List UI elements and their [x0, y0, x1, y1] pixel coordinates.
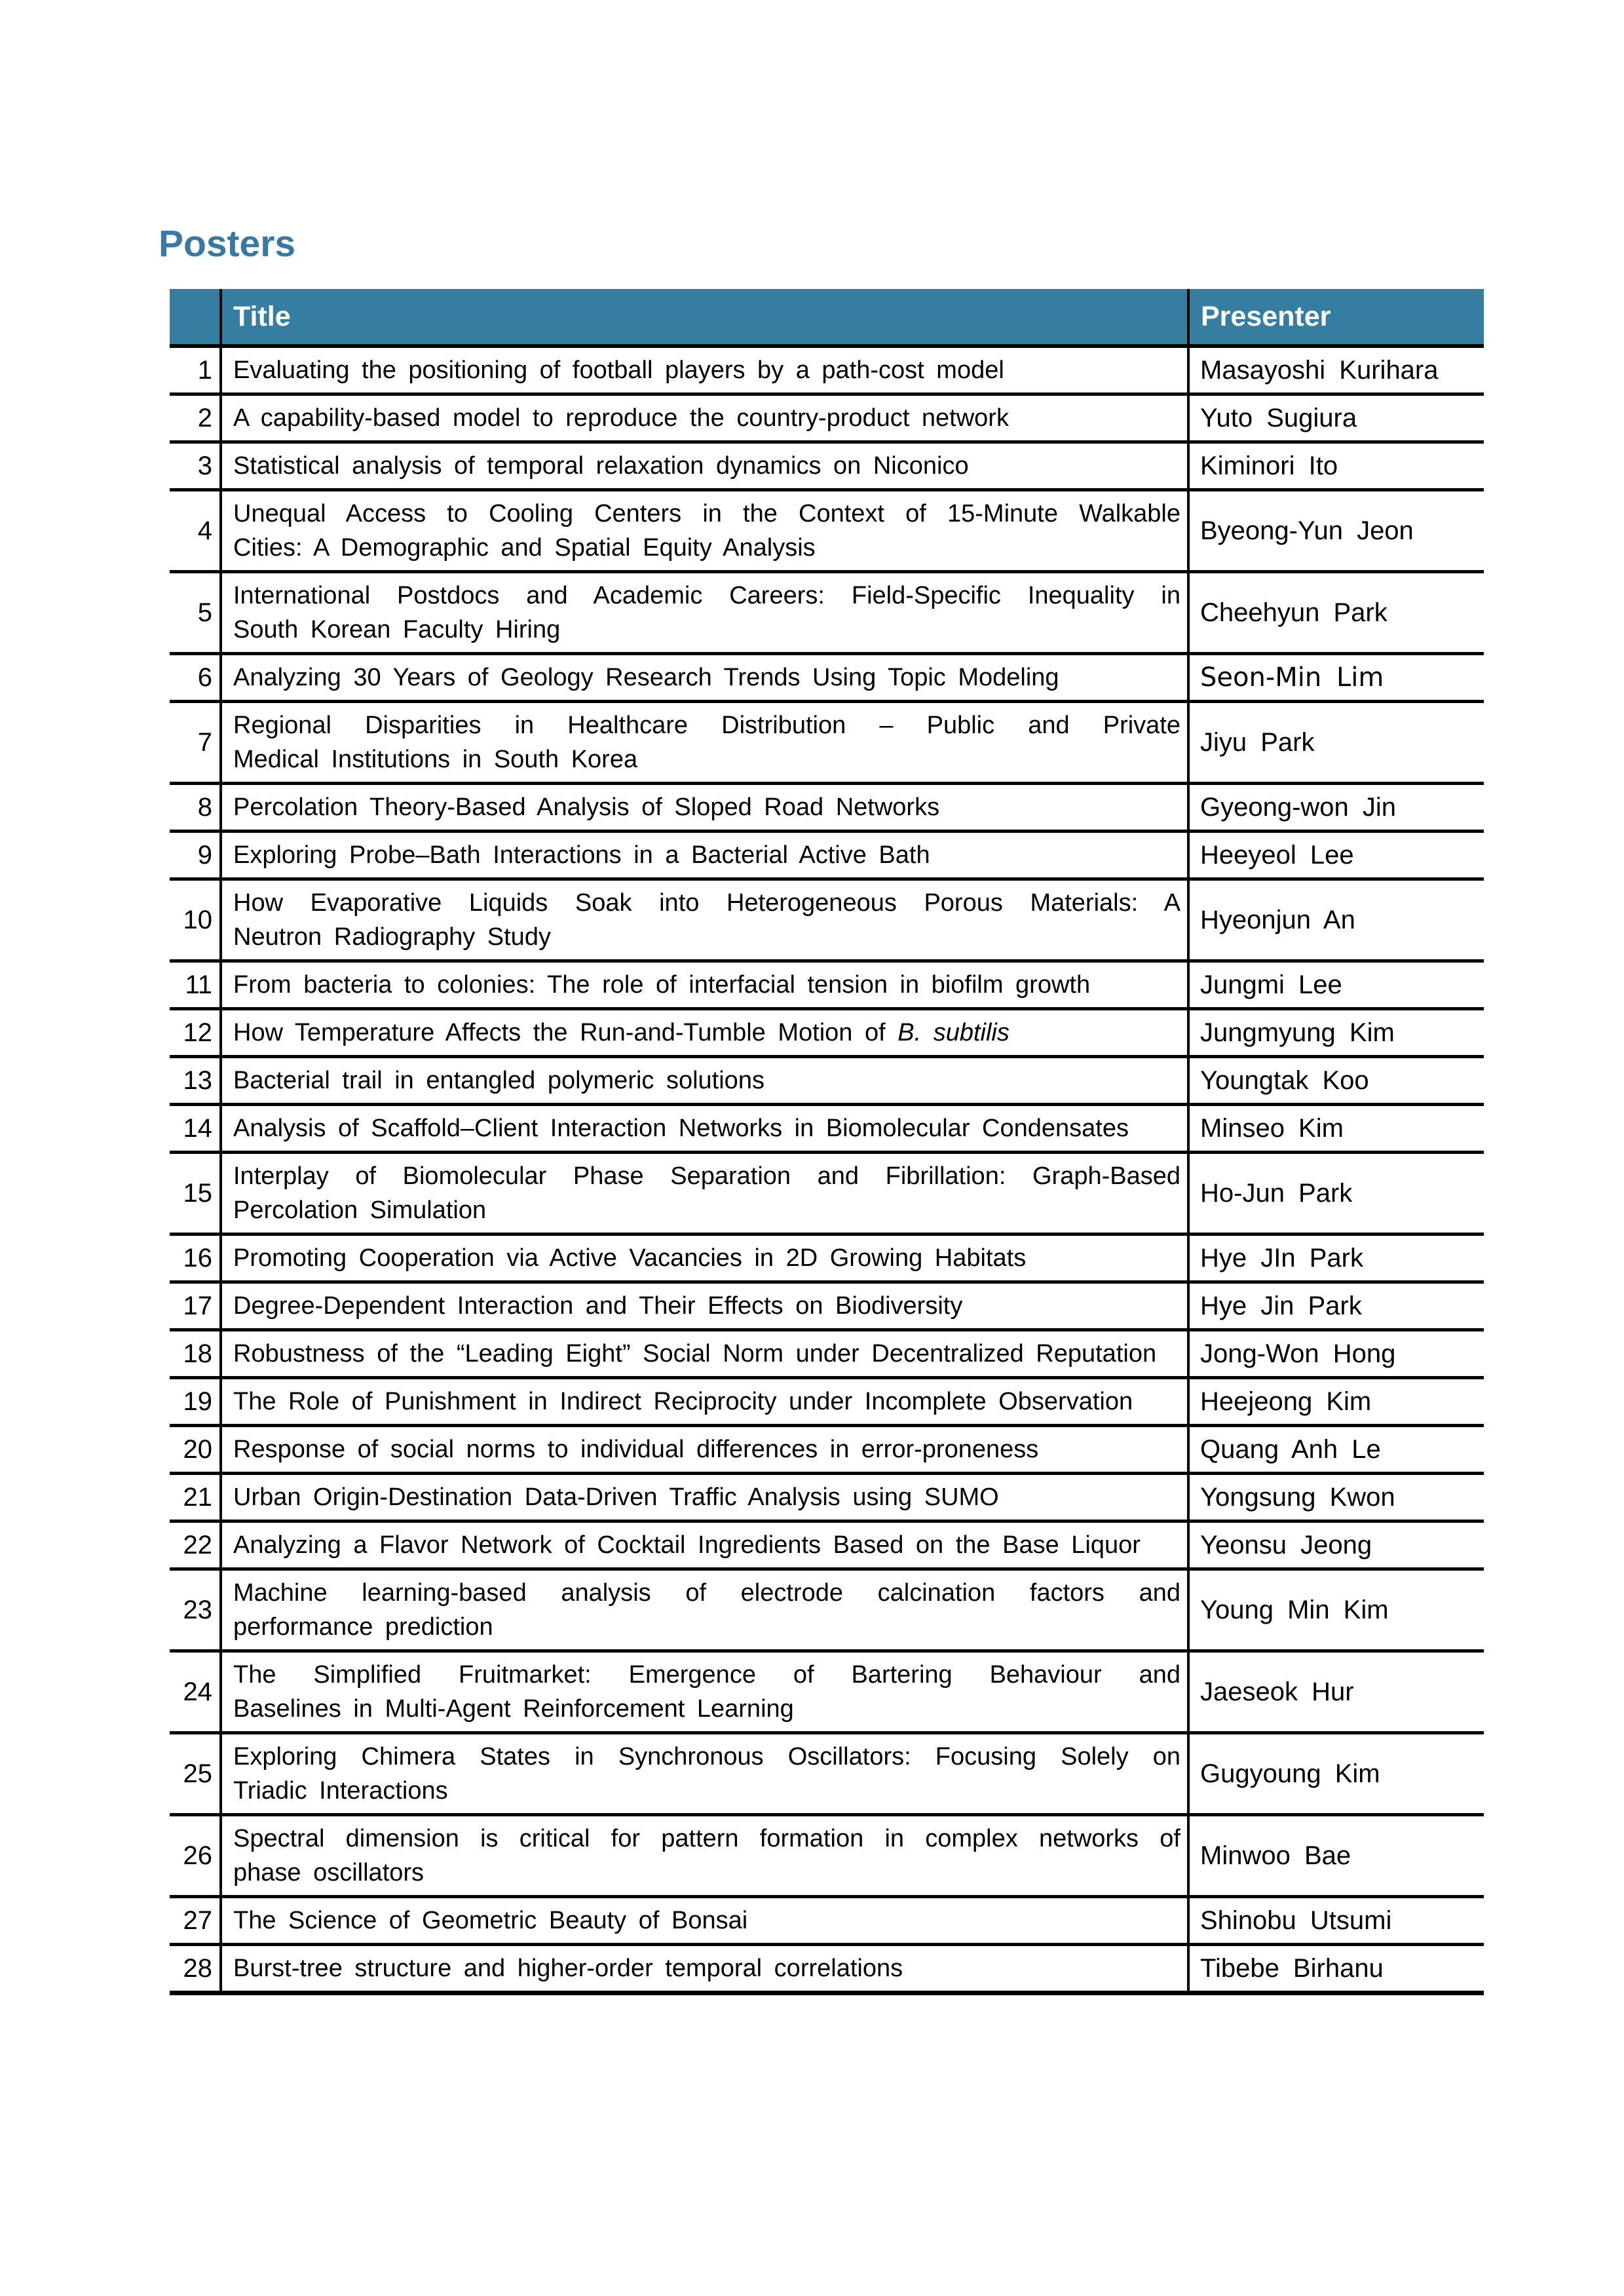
poster-number: 13 [170, 1057, 221, 1105]
poster-title [221, 346, 1188, 394]
table-row [170, 1651, 1484, 1733]
table-row [170, 832, 1484, 879]
poster-title-line: Bacterial trail in entangled polymeric solutions [233, 1067, 765, 1094]
poster-presenter: Masayoshi Kurihara [1188, 346, 1484, 394]
poster-number: 26 [170, 1815, 221, 1897]
col-header-number [170, 289, 221, 346]
col-header-title: Title [221, 289, 1188, 346]
poster-title-line: performance prediction [233, 1613, 493, 1641]
poster-number: 4 [170, 490, 221, 572]
table-row [170, 1733, 1484, 1815]
table-row [170, 1945, 1484, 1993]
poster-presenter: Jong-Won Hong [1188, 1330, 1484, 1378]
poster-number: 1 [170, 346, 221, 394]
poster-presenter: Hye JIn Park [1188, 1234, 1484, 1282]
poster-presenter: Tibebe Birhanu [1188, 1945, 1484, 1993]
table-row [170, 879, 1484, 961]
poster-presenter: Minwoo Bae [1188, 1815, 1484, 1897]
poster-title-line: Exploring Chimera States in Synchronous Oscillators: Focusing Solely on [233, 1743, 1180, 1770]
table-row [170, 702, 1484, 784]
poster-title-line: Unequal Access to Cooling Centers in the Context of 15-Minute Walkable [233, 500, 1180, 527]
poster-title-line: Promoting Cooperation via Active Vacancies in 2D Growing Habitats [233, 1244, 1027, 1272]
table-row [170, 1815, 1484, 1897]
poster-title-line: Interplay of Biomolecular Phase Separation and Fibrillation: Graph-Based [233, 1162, 1180, 1190]
poster-presenter: Quang Anh Le [1188, 1426, 1484, 1474]
poster-presenter: Hyeonjun An [1188, 879, 1484, 961]
table-row [170, 1234, 1484, 1282]
poster-number: 22 [170, 1521, 221, 1569]
poster-number: 21 [170, 1474, 221, 1521]
poster-number: 7 [170, 702, 221, 784]
table-row [170, 961, 1484, 1009]
poster-presenter: Young Min Kim [1188, 1569, 1484, 1651]
poster-title-line: Evaluating the positioning of football players by a path-cost model [233, 356, 1004, 384]
table-row [170, 346, 1484, 394]
poster-presenter: Jungmi Lee [1188, 961, 1484, 1009]
table-row [170, 1521, 1484, 1569]
table-row [170, 784, 1484, 832]
poster-title [221, 1651, 1188, 1733]
poster-title [221, 1234, 1188, 1282]
poster-title [221, 1009, 1188, 1057]
poster-number: 24 [170, 1651, 221, 1733]
poster-title-line: Neutron Radiography Study [233, 923, 551, 951]
poster-title [221, 1105, 1188, 1153]
poster-number: 18 [170, 1330, 221, 1378]
poster-title-line: International Postdocs and Academic Careers: Field-Specific Inequality in [233, 582, 1180, 609]
poster-title-line: Regional Disparities in Healthcare Distribution – Public and Private [233, 712, 1180, 739]
poster-title [221, 1521, 1188, 1569]
poster-presenter: Yeonsu Jeong [1188, 1521, 1484, 1569]
poster-title-line: Spectral dimension is critical for pattern formation in complex networks of [233, 1825, 1180, 1852]
poster-title [221, 1569, 1188, 1651]
poster-title [221, 879, 1188, 961]
poster-number: 5 [170, 572, 221, 654]
poster-title-line: Robustness of the “Leading Eight” Social Norm under Decentralized Reputation [233, 1340, 1157, 1368]
table-row [170, 1153, 1484, 1234]
poster-title-line: Percolation Simulation [233, 1196, 487, 1224]
poster-title [221, 1378, 1188, 1426]
table-row [170, 1569, 1484, 1651]
poster-number: 27 [170, 1897, 221, 1945]
poster-title-line: Medical Institutions in South Korea [233, 746, 638, 773]
poster-title-line: Degree-Dependent Interaction and Their Effects on Biodiversity [233, 1292, 963, 1320]
poster-title-line: From bacteria to colonies: The role of interfacial tension in biofilm growth [233, 971, 1091, 999]
poster-presenter: Seon-Min Lim [1188, 654, 1484, 702]
table-row [170, 1009, 1484, 1057]
poster-number: 11 [170, 961, 221, 1009]
poster-presenter: Byeong-Yun Jeon [1188, 490, 1484, 572]
poster-presenter: Yuto Sugiura [1188, 394, 1484, 442]
poster-presenter: Ho-Jun Park [1188, 1153, 1484, 1234]
table-header [170, 289, 1484, 346]
poster-presenter: Jungmyung Kim [1188, 1009, 1484, 1057]
poster-number: 16 [170, 1234, 221, 1282]
poster-title-line: The Role of Punishment in Indirect Reciprocity under Incomplete Observation [233, 1388, 1133, 1415]
poster-title-line: Percolation Theory-Based Analysis of Sloped Road Networks [233, 794, 940, 821]
poster-title [221, 572, 1188, 654]
poster-title-line: South Korean Faculty Hiring [233, 616, 561, 643]
poster-title-line: The Science of Geometric Beauty of Bonsai [233, 1907, 748, 1934]
poster-title-line: phase oscillators [233, 1859, 425, 1886]
poster-title [221, 961, 1188, 1009]
poster-title-line: Burst-tree structure and higher-order temporal correlations [233, 1955, 903, 1982]
poster-title-line: Analysis of Scaffold–Client Interaction Networks in Biomolecular Condensates [233, 1115, 1129, 1142]
table-row [170, 1330, 1484, 1378]
poster-title [221, 1897, 1188, 1945]
poster-title [221, 1426, 1188, 1474]
poster-title-line: Response of social norms to individual differences in error-proneness [233, 1436, 1039, 1463]
poster-presenter: Jiyu Park [1188, 702, 1484, 784]
poster-title-line: Statistical analysis of temporal relaxation dynamics on Niconico [233, 452, 969, 480]
poster-title [221, 1815, 1188, 1897]
poster-title-line: Baselines in Multi-Agent Reinforcement Learning [233, 1695, 794, 1723]
poster-title [221, 1733, 1188, 1815]
poster-number: 15 [170, 1153, 221, 1234]
poster-title-line: How Evaporative Liquids Soak into Heterogeneous Porous Materials: A [233, 889, 1180, 917]
poster-title-line: Cities: A Demographic and Spatial Equity Analysis [233, 534, 816, 562]
page-title: Posters [159, 223, 296, 265]
poster-number: 14 [170, 1105, 221, 1153]
poster-presenter: Kiminori Ito [1188, 442, 1484, 490]
poster-number: 3 [170, 442, 221, 490]
poster-title [221, 654, 1188, 702]
poster-presenter: Gyeong-won Jin [1188, 784, 1484, 832]
poster-presenter: Hye Jin Park [1188, 1282, 1484, 1330]
poster-number: 28 [170, 1945, 221, 1993]
table-row [170, 1426, 1484, 1474]
poster-presenter: Yongsung Kwon [1188, 1474, 1484, 1521]
table-row [170, 1057, 1484, 1105]
poster-number: 23 [170, 1569, 221, 1651]
poster-presenter: Heeyeol Lee [1188, 832, 1484, 879]
poster-title-line: Urban Origin-Destination Data-Driven Traffic Analysis using SUMO [233, 1483, 999, 1511]
poster-number: 25 [170, 1733, 221, 1815]
poster-number: 8 [170, 784, 221, 832]
poster-title [221, 1945, 1188, 1993]
poster-title-line: Exploring Probe–Bath Interactions in a Bacterial Active Bath [233, 841, 930, 869]
table-row [170, 654, 1484, 702]
poster-title-line: The Simplified Fruitmarket: Emergence of Bartering Behaviour and [233, 1661, 1180, 1689]
poster-presenter: Minseo Kim [1188, 1105, 1484, 1153]
poster-title [221, 394, 1188, 442]
poster-number: 6 [170, 654, 221, 702]
table-row [170, 1897, 1484, 1945]
table-row [170, 442, 1484, 490]
poster-title-line: Analyzing 30 Years of Geology Research Trends Using Topic Modeling [233, 664, 1059, 691]
table-row [170, 394, 1484, 442]
poster-presenter: Cheehyun Park [1188, 572, 1484, 654]
poster-title [221, 1474, 1188, 1521]
poster-presenter: Jaeseok Hur [1188, 1651, 1484, 1733]
poster-presenter: Gugyoung Kim [1188, 1733, 1484, 1815]
poster-number: 2 [170, 394, 221, 442]
poster-number: 19 [170, 1378, 221, 1426]
poster-presenter: Heejeong Kim [1188, 1378, 1484, 1426]
poster-title [221, 490, 1188, 572]
poster-title [221, 784, 1188, 832]
poster-title-line: A capability-based model to reproduce the country-product network [233, 404, 1009, 432]
table-row [170, 1282, 1484, 1330]
poster-number: 20 [170, 1426, 221, 1474]
table-row [170, 1474, 1484, 1521]
poster-title [221, 1153, 1188, 1234]
poster-number: 17 [170, 1282, 221, 1330]
poster-title [221, 1330, 1188, 1378]
poster-number: 10 [170, 879, 221, 961]
table-body [170, 346, 1484, 1993]
poster-title [221, 832, 1188, 879]
poster-title [221, 442, 1188, 490]
poster-presenter: Youngtak Koo [1188, 1057, 1484, 1105]
poster-number: 9 [170, 832, 221, 879]
col-header-presenter: Presenter [1188, 289, 1484, 346]
table-row [170, 490, 1484, 572]
poster-title-line: Analyzing a Flavor Network of Cocktail Ingredients Based on the Base Liquor [233, 1531, 1141, 1559]
poster-title [221, 702, 1188, 784]
table-row [170, 1378, 1484, 1426]
poster-presenter: Shinobu Utsumi [1188, 1897, 1484, 1945]
poster-title-line: Machine learning-based analysis of electrode calcination factors and [233, 1579, 1180, 1607]
poster-title [221, 1057, 1188, 1105]
table-row [170, 1105, 1484, 1153]
poster-title [221, 1282, 1188, 1330]
posters-table [170, 289, 1484, 1995]
table-row [170, 572, 1484, 654]
poster-title-line: Triadic Interactions [233, 1777, 448, 1805]
table-header-row [170, 289, 1484, 346]
poster-number: 12 [170, 1009, 221, 1057]
poster-title-line: How Temperature Affects the Run-and-Tumble Motion of B. subtilis [233, 1019, 1010, 1046]
